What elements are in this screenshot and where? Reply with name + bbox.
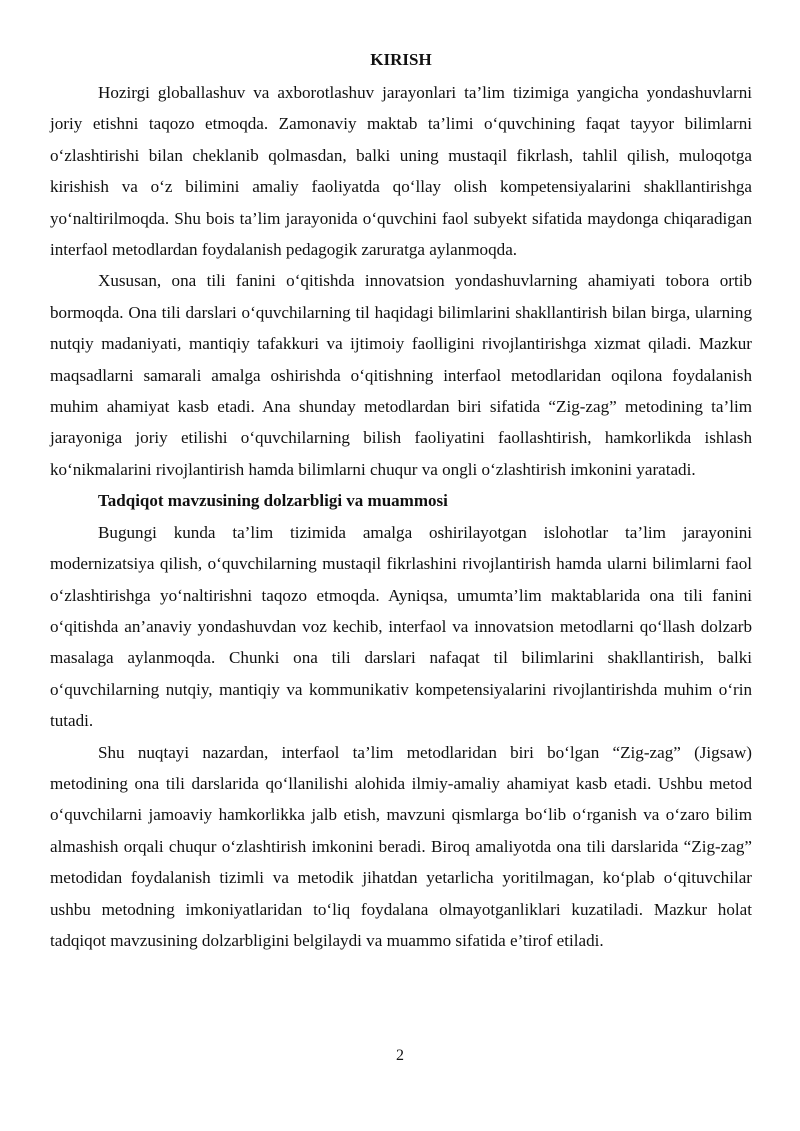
subsection-heading: Tadqiqot mavzusining dolzarbligi va muammosi <box>98 491 448 511</box>
document-page <box>50 48 752 956</box>
page-number: 2 <box>396 1047 404 1064</box>
intro-paragraph-1: Hozirgi globallashuv va axborotlashuv jarayonlari ta’lim tizimiga yangicha yondashuvlarni joriy etishni taqozo etmoqda. Zamonaviy maktab ta’limi o‘quvchining faqat tayyor bilimlarni o‘zlashtirishi bilan cheklanib qolmasdan, balki uning mustaqil fikrlash, tahlil qilish, muloqotga kirishish va o‘z bilimini amaliy faoliyatda qo‘llay olish kompetensiyalarini shakllantirishga yo‘naltirilmoqda. Shu bois ta’lim jarayonida o‘quvchini faol subyekt sifatida maydonga chiqaradigan interfaol metodlardan foydalanish pedagogik zaruratga aylanmoqda. <box>50 83 752 260</box>
intro-paragraph-2: Xususan, ona tili fanini o‘qitishda innovatsion yondashuvlarning ahamiyati tobora ortib bormoqda. Ona tili darslari o‘quvchilarning til haqidagi bilimlarini shakllantirish bilan birga, ularning nutqiy madaniyati, mantiqiy tafakkuri va ijtimoiy faolligini rivojlantirishga xizmat qiladi. Mazkur maqsadlarni samarali amalga oshirishda o‘qitishning interfaol metodlaridan oqilona foydalanish muhim ahamiyat kasb etadi. Ana shunday metodlardan biri sifatida “Zig-zag” metodining ta’lim jarayoniga joriy etilishi o‘quvchilarning bilish faoliyatini faollashtirish, hamkorlikda ishlash ko‘nikmalarini rivojlantirish hamda bilimlarni chuqur va ongli o‘zlashtirish imkonini yaratadi. <box>50 271 752 479</box>
section-title: KIRISH <box>370 50 432 69</box>
section-paragraph-2: Shu nuqtayi nazardan, interfaol ta’lim metodlaridan biri bo‘lgan “Zig-zag” (Jigsaw) metodining ona tili darslarida qo‘llanilishi alohida ilmiy-amaliy ahamiyat kasb etadi. Ushbu metod o‘quvchilarni jamoaviy hamkorlikka jalb etish, mavzuni qismlarga bo‘lib o‘rganish va o‘zaro bilim almashish orqali chuqur o‘zlashtirish imkonini beradi. Biroq amaliyotda ona tili darslarida “Zig-zag” metodidan foydalanish tizimli va metodik jihatdan yetarlicha yoritilmagan, ko‘plab o‘qituvchilar ushbu metodning imkoniyatlaridan to‘liq foydalana olmayotganliklari kuzatiladi. Mazkur holat tadqiqot mavzusining dolzarbligini belgilaydi va muammo sifatida e’tirof etiladi. <box>50 742 752 950</box>
section-paragraph-1: Bugungi kunda ta’lim tizimida amalga oshirilayotgan islohotlar ta’lim jarayonini modernizatsiya qilish, o‘quvchilarning mustaqil fikrlashini rivojlantirish hamda ularni bilimlarni faol o‘zlashtirishga yo‘naltirishni taqozo etmoqda. Ayniqsa, umumta’lim maktablarida ona tili fanini o‘qitishda an’anaviy yondashuvdan voz kechib, interfaol va innovatsion metodlarni qo‘llash dolzarb masalaga aylanmoqda. Chunki ona tili darslari nafaqat til bilimlarini shakllantirish, balki o‘quvchilarning nutqiy, mantiqiy va kommunikativ kompetensiyalarini rivojlantirishda muhim o‘rin tutadi. <box>50 522 752 731</box>
